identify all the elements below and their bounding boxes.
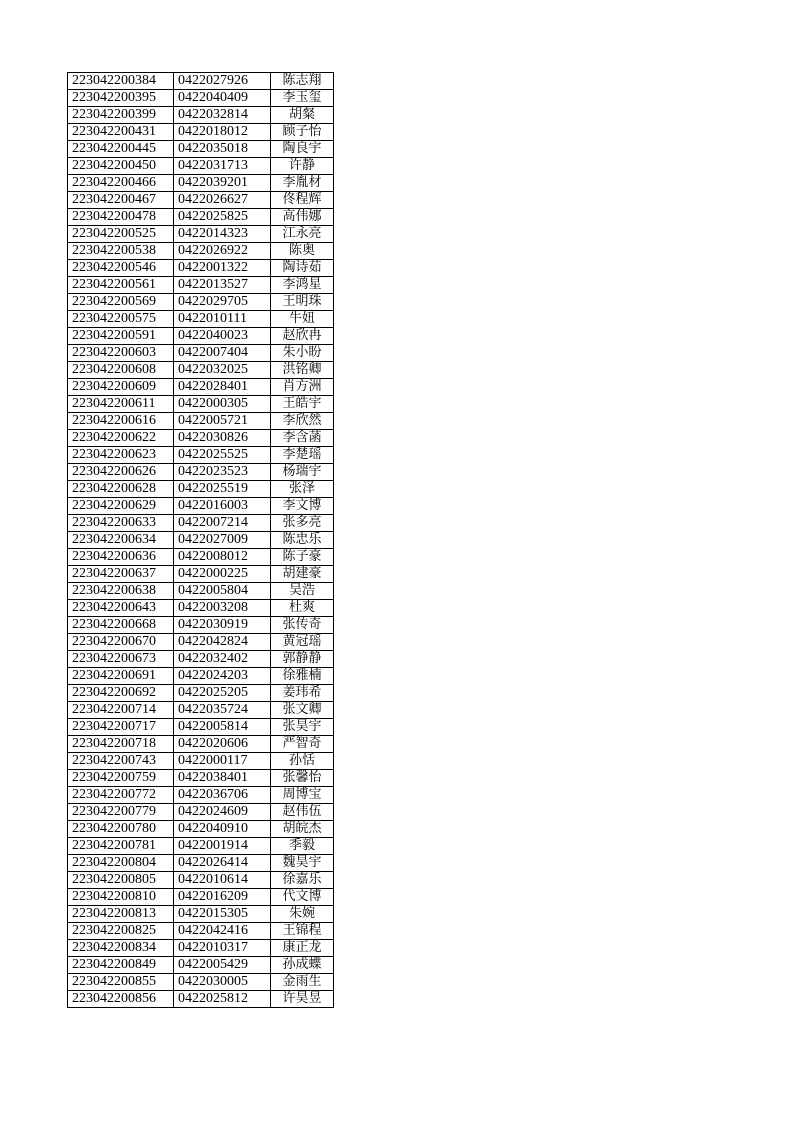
- table-row: [68, 141, 334, 158]
- table-row: [68, 362, 334, 379]
- student-name-cell: 朱婉: [271, 906, 334, 923]
- student-name-cell: 王明珠: [271, 294, 334, 311]
- exam-number-cell: 223042200633: [68, 515, 174, 532]
- id-number-cell: 0422005429: [174, 957, 271, 974]
- id-number-cell: 0422029705: [174, 294, 271, 311]
- id-number-cell: 0422013527: [174, 277, 271, 294]
- student-name-cell: 胡粲: [271, 107, 334, 124]
- table-row: [68, 838, 334, 855]
- student-name-cell: 顾子怡: [271, 124, 334, 141]
- table-row: [68, 872, 334, 889]
- student-name-cell: 周博宝: [271, 787, 334, 804]
- table-row: [68, 90, 334, 107]
- student-name-cell: 张泽: [271, 481, 334, 498]
- student-name-cell: 王皓宇: [271, 396, 334, 413]
- id-number-cell: 0422025525: [174, 447, 271, 464]
- student-name-cell: 李文博: [271, 498, 334, 515]
- student-name-cell: 杨瑞宇: [271, 464, 334, 481]
- table-row: [68, 192, 334, 209]
- student-name-cell: 严智奇: [271, 736, 334, 753]
- exam-number-cell: 223042200780: [68, 821, 174, 838]
- id-number-cell: 0422016003: [174, 498, 271, 515]
- table-row: [68, 345, 334, 362]
- id-number-cell: 0422024203: [174, 668, 271, 685]
- student-name-cell: 吴浩: [271, 583, 334, 600]
- exam-number-cell: 223042200609: [68, 379, 174, 396]
- student-name-cell: 赵伟伍: [271, 804, 334, 821]
- id-number-cell: 0422039201: [174, 175, 271, 192]
- id-number-cell: 0422030826: [174, 430, 271, 447]
- exam-number-cell: 223042200849: [68, 957, 174, 974]
- exam-number-cell: 223042200759: [68, 770, 174, 787]
- exam-number-cell: 223042200467: [68, 192, 174, 209]
- id-number-cell: 0422000117: [174, 753, 271, 770]
- id-number-cell: 0422000225: [174, 566, 271, 583]
- table-row: [68, 430, 334, 447]
- exam-number-cell: 223042200431: [68, 124, 174, 141]
- student-name-cell: 陈忠乐: [271, 532, 334, 549]
- student-name-cell: 佟程辉: [271, 192, 334, 209]
- id-number-cell: 0422008012: [174, 549, 271, 566]
- student-name-cell: 朱小盼: [271, 345, 334, 362]
- student-name-cell: 徐雅楠: [271, 668, 334, 685]
- student-name-cell: 陈志翔: [271, 73, 334, 90]
- student-name-cell: 代文博: [271, 889, 334, 906]
- exam-number-cell: 223042200591: [68, 328, 174, 345]
- student-name-cell: 张昊宇: [271, 719, 334, 736]
- table-row: [68, 821, 334, 838]
- table-row: [68, 549, 334, 566]
- id-number-cell: 0422035724: [174, 702, 271, 719]
- exam-number-cell: 223042200718: [68, 736, 174, 753]
- roster-table-body: [68, 73, 334, 1008]
- table-row: [68, 107, 334, 124]
- table-row: [68, 651, 334, 668]
- student-name-cell: 李欣然: [271, 413, 334, 430]
- student-name-cell: 徐嘉乐: [271, 872, 334, 889]
- id-number-cell: 0422018012: [174, 124, 271, 141]
- exam-number-cell: 223042200478: [68, 209, 174, 226]
- table-row: [68, 277, 334, 294]
- exam-number-cell: 223042200781: [68, 838, 174, 855]
- id-number-cell: 0422010614: [174, 872, 271, 889]
- table-row: [68, 617, 334, 634]
- exam-number-cell: 223042200445: [68, 141, 174, 158]
- id-number-cell: 0422038401: [174, 770, 271, 787]
- table-row: [68, 532, 334, 549]
- student-name-cell: 王锦程: [271, 923, 334, 940]
- id-number-cell: 0422028401: [174, 379, 271, 396]
- table-row: [68, 940, 334, 957]
- student-name-cell: 张馨怡: [271, 770, 334, 787]
- exam-number-cell: 223042200611: [68, 396, 174, 413]
- id-number-cell: 0422040409: [174, 90, 271, 107]
- exam-number-cell: 223042200673: [68, 651, 174, 668]
- id-number-cell: 0422005814: [174, 719, 271, 736]
- id-number-cell: 0422001914: [174, 838, 271, 855]
- exam-number-cell: 223042200813: [68, 906, 174, 923]
- table-row: [68, 736, 334, 753]
- exam-number-cell: 223042200772: [68, 787, 174, 804]
- table-row: [68, 787, 334, 804]
- exam-number-cell: 223042200616: [68, 413, 174, 430]
- table-row: [68, 957, 334, 974]
- table-row: [68, 974, 334, 991]
- table-row: [68, 753, 334, 770]
- table-row: [68, 328, 334, 345]
- exam-number-cell: 223042200856: [68, 991, 174, 1008]
- table-row: [68, 413, 334, 430]
- table-row: [68, 923, 334, 940]
- student-name-cell: 张文卿: [271, 702, 334, 719]
- id-number-cell: 0422001322: [174, 260, 271, 277]
- exam-number-cell: 223042200569: [68, 294, 174, 311]
- student-name-cell: 康正龙: [271, 940, 334, 957]
- id-number-cell: 0422026414: [174, 855, 271, 872]
- exam-number-cell: 223042200575: [68, 311, 174, 328]
- student-name-cell: 陈奥: [271, 243, 334, 260]
- id-number-cell: 0422032814: [174, 107, 271, 124]
- exam-number-cell: 223042200714: [68, 702, 174, 719]
- exam-number-cell: 223042200538: [68, 243, 174, 260]
- id-number-cell: 0422032402: [174, 651, 271, 668]
- exam-number-cell: 223042200717: [68, 719, 174, 736]
- student-name-cell: 李胤材: [271, 175, 334, 192]
- student-name-cell: 许静: [271, 158, 334, 175]
- table-row: [68, 243, 334, 260]
- student-name-cell: 孙成蝶: [271, 957, 334, 974]
- table-row: [68, 991, 334, 1008]
- id-number-cell: 0422010317: [174, 940, 271, 957]
- table-row: [68, 209, 334, 226]
- exam-number-cell: 223042200466: [68, 175, 174, 192]
- id-number-cell: 0422016209: [174, 889, 271, 906]
- table-row: [68, 379, 334, 396]
- id-number-cell: 0422030005: [174, 974, 271, 991]
- student-name-cell: 洪铭卿: [271, 362, 334, 379]
- exam-number-cell: 223042200634: [68, 532, 174, 549]
- student-name-cell: 金雨生: [271, 974, 334, 991]
- exam-number-cell: 223042200546: [68, 260, 174, 277]
- exam-number-cell: 223042200810: [68, 889, 174, 906]
- id-number-cell: 0422020606: [174, 736, 271, 753]
- table-row: [68, 855, 334, 872]
- id-number-cell: 0422042416: [174, 923, 271, 940]
- table-row: [68, 226, 334, 243]
- exam-number-cell: 223042200779: [68, 804, 174, 821]
- student-name-cell: 陶诗茹: [271, 260, 334, 277]
- id-number-cell: 0422032025: [174, 362, 271, 379]
- student-name-cell: 胡建豪: [271, 566, 334, 583]
- table-row: [68, 464, 334, 481]
- student-name-cell: 高伟娜: [271, 209, 334, 226]
- id-number-cell: 0422014323: [174, 226, 271, 243]
- student-name-cell: 季毅: [271, 838, 334, 855]
- id-number-cell: 0422031713: [174, 158, 271, 175]
- exam-number-cell: 223042200399: [68, 107, 174, 124]
- student-name-cell: 黄冠瑶: [271, 634, 334, 651]
- id-number-cell: 0422025825: [174, 209, 271, 226]
- table-row: [68, 583, 334, 600]
- table-row: [68, 685, 334, 702]
- table-row: [68, 158, 334, 175]
- student-name-cell: 张传奇: [271, 617, 334, 634]
- id-number-cell: 0422036706: [174, 787, 271, 804]
- exam-number-cell: 223042200743: [68, 753, 174, 770]
- table-row: [68, 668, 334, 685]
- exam-number-cell: 223042200450: [68, 158, 174, 175]
- table-row: [68, 175, 334, 192]
- id-number-cell: 0422010111: [174, 311, 271, 328]
- student-name-cell: 郭静静: [271, 651, 334, 668]
- student-name-cell: 胡皖杰: [271, 821, 334, 838]
- exam-number-cell: 223042200834: [68, 940, 174, 957]
- table-row: [68, 566, 334, 583]
- student-name-cell: 肖方洲: [271, 379, 334, 396]
- exam-number-cell: 223042200525: [68, 226, 174, 243]
- table-row: [68, 600, 334, 617]
- student-name-cell: 张多亮: [271, 515, 334, 532]
- exam-number-cell: 223042200637: [68, 566, 174, 583]
- id-number-cell: 0422007404: [174, 345, 271, 362]
- id-number-cell: 0422027926: [174, 73, 271, 90]
- id-number-cell: 0422015305: [174, 906, 271, 923]
- student-name-cell: 赵欣冉: [271, 328, 334, 345]
- exam-number-cell: 223042200638: [68, 583, 174, 600]
- exam-number-cell: 223042200668: [68, 617, 174, 634]
- student-name-cell: 魏昊宇: [271, 855, 334, 872]
- exam-number-cell: 223042200608: [68, 362, 174, 379]
- roster-table: [67, 72, 334, 1008]
- id-number-cell: 0422026627: [174, 192, 271, 209]
- table-row: [68, 634, 334, 651]
- table-row: [68, 889, 334, 906]
- student-name-cell: 牛妞: [271, 311, 334, 328]
- exam-number-cell: 223042200561: [68, 277, 174, 294]
- exam-number-cell: 223042200603: [68, 345, 174, 362]
- id-number-cell: 0422040910: [174, 821, 271, 838]
- id-number-cell: 0422003208: [174, 600, 271, 617]
- table-row: [68, 294, 334, 311]
- table-row: [68, 260, 334, 277]
- table-row: [68, 447, 334, 464]
- table-row: [68, 396, 334, 413]
- student-name-cell: 李含菡: [271, 430, 334, 447]
- id-number-cell: 0422024609: [174, 804, 271, 821]
- table-row: [68, 311, 334, 328]
- table-row: [68, 906, 334, 923]
- id-number-cell: 0422040023: [174, 328, 271, 345]
- id-number-cell: 0422026922: [174, 243, 271, 260]
- student-name-cell: 姜玮希: [271, 685, 334, 702]
- id-number-cell: 0422035018: [174, 141, 271, 158]
- exam-number-cell: 223042200623: [68, 447, 174, 464]
- table-row: [68, 498, 334, 515]
- exam-number-cell: 223042200805: [68, 872, 174, 889]
- table-row: [68, 804, 334, 821]
- exam-number-cell: 223042200643: [68, 600, 174, 617]
- exam-number-cell: 223042200384: [68, 73, 174, 90]
- student-name-cell: 李玉玺: [271, 90, 334, 107]
- student-name-cell: 许昊昱: [271, 991, 334, 1008]
- student-name-cell: 陶良宇: [271, 141, 334, 158]
- table-row: [68, 770, 334, 787]
- table-row: [68, 515, 334, 532]
- id-number-cell: 0422030919: [174, 617, 271, 634]
- exam-number-cell: 223042200622: [68, 430, 174, 447]
- id-number-cell: 0422000305: [174, 396, 271, 413]
- exam-number-cell: 223042200395: [68, 90, 174, 107]
- student-name-cell: 孙恬: [271, 753, 334, 770]
- id-number-cell: 0422005721: [174, 413, 271, 430]
- id-number-cell: 0422023523: [174, 464, 271, 481]
- exam-number-cell: 223042200804: [68, 855, 174, 872]
- student-name-cell: 李楚瑶: [271, 447, 334, 464]
- exam-number-cell: 223042200825: [68, 923, 174, 940]
- id-number-cell: 0422025519: [174, 481, 271, 498]
- student-name-cell: 杜爽: [271, 600, 334, 617]
- student-name-cell: 李鸿星: [271, 277, 334, 294]
- exam-number-cell: 223042200629: [68, 498, 174, 515]
- table-row: [68, 702, 334, 719]
- id-number-cell: 0422025812: [174, 991, 271, 1008]
- student-name-cell: 陈子豪: [271, 549, 334, 566]
- exam-number-cell: 223042200855: [68, 974, 174, 991]
- id-number-cell: 0422027009: [174, 532, 271, 549]
- table-row: [68, 73, 334, 90]
- table-row: [68, 124, 334, 141]
- exam-number-cell: 223042200628: [68, 481, 174, 498]
- id-number-cell: 0422042824: [174, 634, 271, 651]
- id-number-cell: 0422005804: [174, 583, 271, 600]
- exam-number-cell: 223042200692: [68, 685, 174, 702]
- table-row: [68, 481, 334, 498]
- id-number-cell: 0422025205: [174, 685, 271, 702]
- exam-number-cell: 223042200636: [68, 549, 174, 566]
- id-number-cell: 0422007214: [174, 515, 271, 532]
- student-name-cell: 江永亮: [271, 226, 334, 243]
- table-row: [68, 719, 334, 736]
- exam-number-cell: 223042200670: [68, 634, 174, 651]
- exam-number-cell: 223042200626: [68, 464, 174, 481]
- exam-number-cell: 223042200691: [68, 668, 174, 685]
